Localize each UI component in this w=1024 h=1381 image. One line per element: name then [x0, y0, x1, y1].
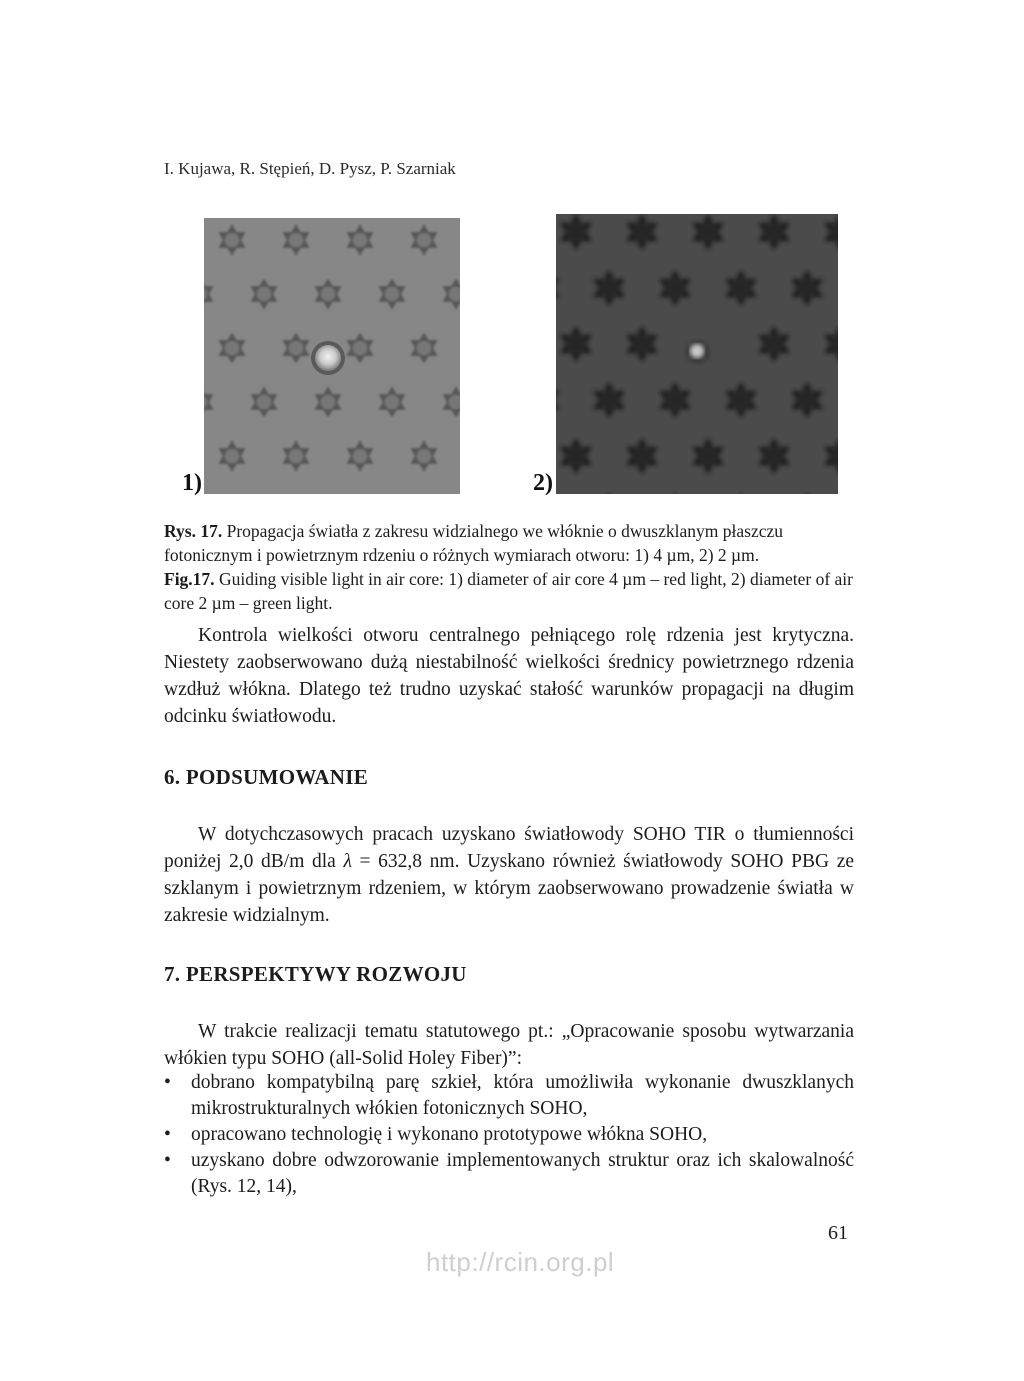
list-item-text: dobrano kompatybilną parę szkieł, która umożliwiła wykonanie dwuszklanych mikrostrukturalnych włókien fotonicznych SOHO, [191, 1072, 854, 1119]
caption-polish-text: Propagacja światła z zakresu widzialnego we włóknie o dwuszklanym płaszczu fotonicznym i powietrznym rdzeniu o różnych wymiarach otworu: 1) 4 µm, 2) 2 µm. [164, 521, 783, 565]
section-heading-perspectives: 7. PERSPEKTYWY ROZWOJU [164, 962, 467, 986]
lambda-symbol: λ [343, 851, 352, 872]
caption-english [164, 567, 854, 615]
bullet-icon: • [164, 1072, 171, 1093]
summary-text-before: W dotychczasowych pracach uzyskano światłowody SOHO TIR o tłumienności poniżej 2,0 dB/m dla [164, 824, 854, 872]
paragraph-summary [164, 821, 854, 929]
list-item [164, 1148, 854, 1200]
page-number: 61 [828, 1222, 848, 1244]
paragraph-summary-text [164, 821, 854, 929]
figure-caption [164, 519, 854, 615]
bullet-icon: • [164, 1124, 171, 1145]
watermark-url: http://rcin.org.pl [426, 1247, 615, 1277]
list-item-text: opracowano technologię i wykonano prototypowe włókna SOHO, [191, 1124, 708, 1145]
list-item-text: uzyskano dobre odwzorowanie implementowanych struktur oraz ich skalowalność (Rys. 12, 14), [191, 1150, 854, 1197]
paragraph-perspectives [164, 1018, 854, 1072]
bullet-icon: • [164, 1150, 171, 1171]
caption-polish-label: Rys. 17. [164, 521, 223, 541]
caption-english-label: Fig.17. [164, 569, 215, 589]
panel-label-1: 1) [182, 470, 202, 496]
summary-text-after: = 632,8 nm. Uzyskano również światłowody SOHO PBG ze szklanym i powietrznym rdzeniem, w którym zaobserwowano prowadzenie światła w zakresie widzialnym. [164, 851, 854, 926]
section-heading-summary: 6. PODSUMOWANIE [164, 765, 369, 789]
paragraph-perspectives-text: W trakcie realizacji tematu statutowego pt.: „Opracowanie sposobu wytwarzania włókien typu SOHO (all-Solid Holey Fiber)”: [164, 1021, 854, 1069]
micrograph-panel-2 [556, 214, 838, 494]
micrograph-panel-1 [204, 218, 460, 494]
list-item [164, 1122, 854, 1148]
paragraph-core-control-text: Kontrola wielkości otworu centralnego pełniącego rolę rdzenia jest krytyczna. Niestety zaobserwowano dużą niestabilność wielkości średnicy powietrznego rdzenia wzdłuż włókna. Dlatego też trudno uzyskać stałość warunków propagacji na długim odcinku światłowodu. [164, 625, 854, 727]
caption-polish [164, 519, 854, 567]
paragraph-core-control [164, 622, 854, 730]
running-header-authors: I. Kujawa, R. Stępień, D. Pysz, P. Szarniak [164, 159, 456, 178]
bullet-list [164, 1070, 854, 1200]
list-item [164, 1070, 854, 1122]
caption-english-text: Guiding visible light in air core: 1) diameter of air core 4 µm – red light, 2) diameter of air core 2 µm – green light. [164, 569, 853, 613]
figure-17 [178, 214, 838, 499]
panel-label-2: 2) [533, 470, 553, 496]
